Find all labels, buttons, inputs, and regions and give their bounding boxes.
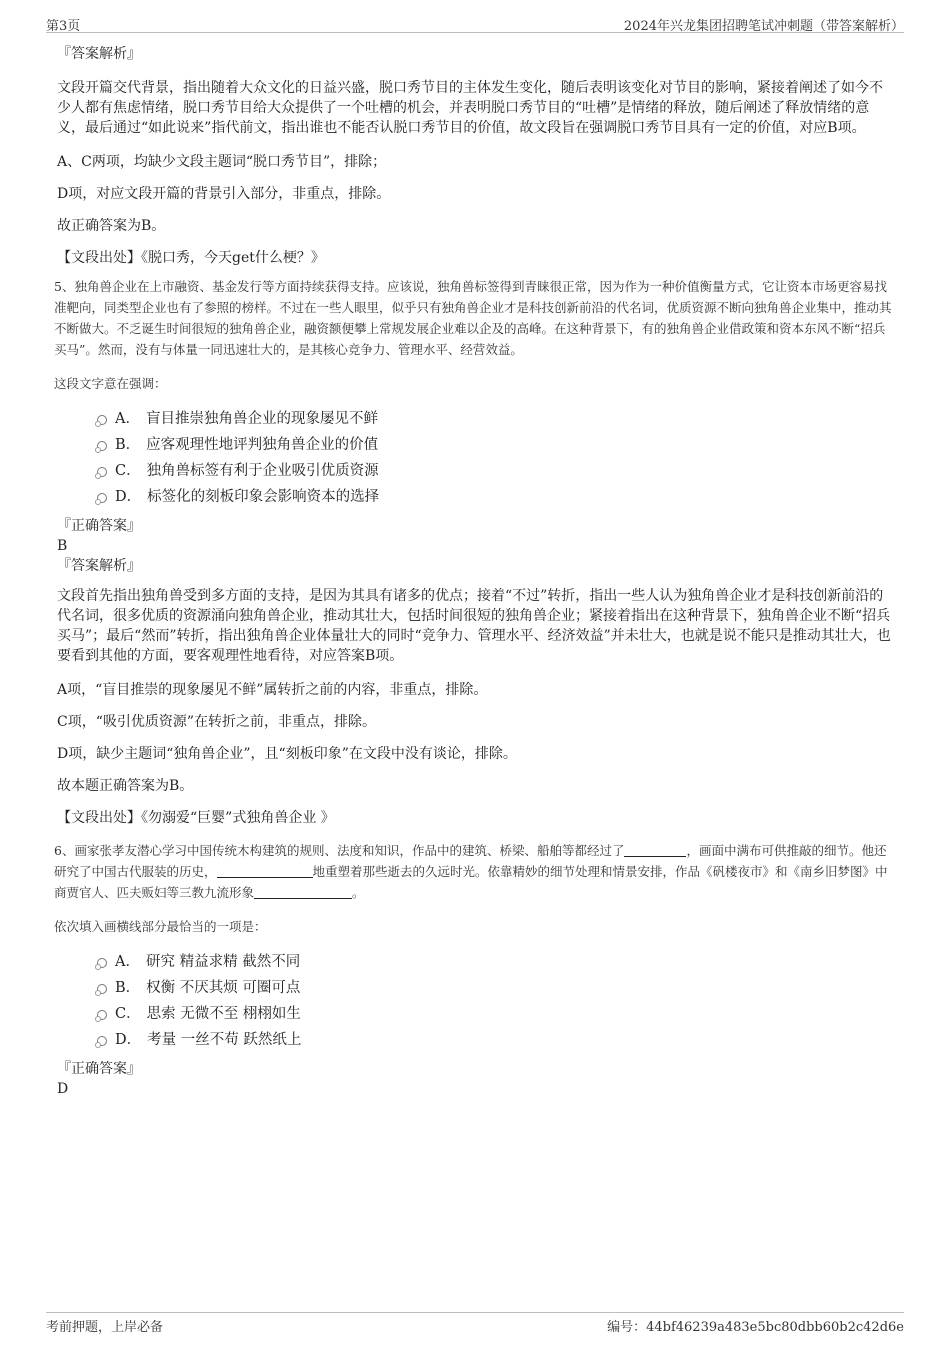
fill-blank-1 — [624, 842, 686, 857]
option-b[interactable]: B． 权衡 不厌其烦 可圈可点 — [97, 975, 892, 1001]
analysis-option-c: C项，“吸引优质资源”在转折之前，非重点，排除。 — [57, 714, 377, 730]
analysis-option-d: D项，缺少主题词“独角兽企业”，且“刻板印象”在文段中没有谈论，排除。 — [57, 746, 517, 762]
option-d[interactable]: D． 标签化的刻板印象会影响资本的选择 — [97, 484, 892, 510]
analysis-conclusion: 故本题正确答案为B。 — [57, 778, 194, 794]
page-number: 第3页 — [46, 19, 81, 34]
option-c[interactable]: C． 独角兽标签有利于企业吸引优质资源 — [97, 458, 892, 484]
analysis-option-d: D项，对应文段开篇的背景引入部分，非重点，排除。 — [57, 186, 391, 202]
question-6-text: 6、画家张孝友潜心学习中国传统木构建筑的规则、法度和知识，作品中的建筑、桥梁、船舶等都经过了 ，画面中满布可供推敲的细节。他还研究了中国古代服装的历史， 地重塑着那些逝去的久远时光。依靠精妙的细节处理和情景安排，作品《矾楼夜市》和《南乡旧梦图》中商贾官人、匹夫贩妇等三教九流形象 。 — [54, 843, 888, 900]
page-footer — [46, 1312, 904, 1335]
option-a[interactable]: A． 研究 精益求精 截然不同 — [97, 949, 892, 975]
option-b[interactable]: B． 应客观理性地评判独角兽企业的价值 — [97, 432, 892, 458]
radio-icon[interactable] — [97, 984, 107, 994]
radio-icon[interactable] — [97, 493, 107, 503]
source-citation: 【文段出处】《脱口秀，今天get什么梗？》 — [57, 250, 325, 266]
radio-icon[interactable] — [97, 1010, 107, 1020]
document-code: 编号：44bf46239a483e5bc80dbb60b2c42d6e — [607, 1320, 904, 1335]
correct-answer-value: D — [57, 1081, 69, 1097]
page-header — [46, 14, 904, 33]
fill-blank-3 — [254, 884, 352, 899]
analysis-label: 『答案解析』 — [57, 46, 141, 62]
footer-slogan: 考前押题，上岸必备 — [46, 1320, 164, 1335]
correct-answer-value: B — [57, 538, 68, 554]
source-citation: 【文段出处】《勿溺爱“巨婴”式独角兽企业 》 — [57, 810, 335, 826]
analysis-text: 文段首先指出独角兽受到多方面的支持，是因为其具有诸多的优点；接着“不过”转折，指出一些人认为独角兽企业才是科技创新前沿的代名词，很多优质的资源涌向独角兽企业，推动其壮大，包括时间很短的独角兽企业；紧接着指出在这种背景下，独角兽企业不断“招兵买马”；最后“然而”转折，指出独角兽企业体量壮大的同时“竞争力、管理水平、经济效益”并未壮大，也就是说不能只是推动其壮大，也要看到其他的方面，要客观理性地看待，对应答案B项。 — [57, 588, 891, 664]
question-5-text: 5、独角兽企业在上市融资、基金发行等方面持续获得支持。应该说，独角兽标签得到青睐很正常，因为作为一种价值衡量方式，它让资本市场更容易找准靶向，同类型企业也有了参照的榜样。不过在一些人眼里，似乎只有独角兽企业才是科技创新前沿的代名词，优质资源不断向独角兽企业集中，推动其不断做大。不乏诞生时间很短的独角兽企业，融资额便攀上常规发展企业难以企及的高峰。在这种背景下，有的独角兽企业借政策和资本东风不断“招兵买马”。然而，没有与体量一同迅速壮大的，是其核心竞争力、管理水平、经营效益。 — [54, 279, 892, 357]
fill-blank-2 — [217, 863, 313, 878]
analysis-conclusion: 故正确答案为B。 — [57, 218, 166, 234]
page-content — [54, 44, 892, 1099]
analysis-option-a: A项，“盲目推崇的现象屡见不鲜”属转折之前的内容，非重点，排除。 — [57, 682, 488, 698]
radio-icon[interactable] — [97, 958, 107, 968]
correct-answer-label: 『正确答案』 — [57, 518, 141, 534]
option-a[interactable]: A． 盲目推崇独角兽企业的现象屡见不鲜 — [97, 406, 892, 432]
radio-icon[interactable] — [97, 1036, 107, 1046]
question-6-options — [97, 949, 892, 1053]
option-c[interactable]: C． 思索 无微不至 栩栩如生 — [97, 1001, 892, 1027]
radio-icon[interactable] — [97, 467, 107, 477]
radio-icon[interactable] — [97, 441, 107, 451]
document-title: 2024年兴龙集团招聘笔试冲刺题（带答案解析） — [623, 19, 904, 34]
correct-answer-label: 『正确答案』 — [57, 1061, 141, 1077]
analysis-label: 『答案解析』 — [57, 558, 141, 574]
analysis-text: 文段开篇交代背景，指出随着大众文化的日益兴盛，脱口秀节目的主体发生变化，随后表明该变化对节目的影响，紧接着阐述了如今不少人都有焦虑情绪，脱口秀节目给大众提供了一个吐槽的机会，并表明脱口秀节目的“吐槽”是情绪的释放，随后阐述了释放情绪的意义，最后通过“如此说来”指代前文，指出谁也不能否认脱口秀节目的价值，故文段旨在强调脱口秀节目具有一定的价值，对应B项。 — [57, 80, 883, 136]
question-5-prompt: 这段文字意在强调： — [54, 376, 167, 391]
question-6-prompt: 依次填入画横线部分最恰当的一项是： — [54, 919, 267, 934]
radio-icon[interactable] — [97, 415, 107, 425]
analysis-option-ac: A、C两项，均缺少文段主题词“脱口秀节目”，排除； — [57, 154, 387, 170]
question-5-options — [97, 406, 892, 510]
option-d[interactable]: D． 考量 一丝不苟 跃然纸上 — [97, 1027, 892, 1053]
